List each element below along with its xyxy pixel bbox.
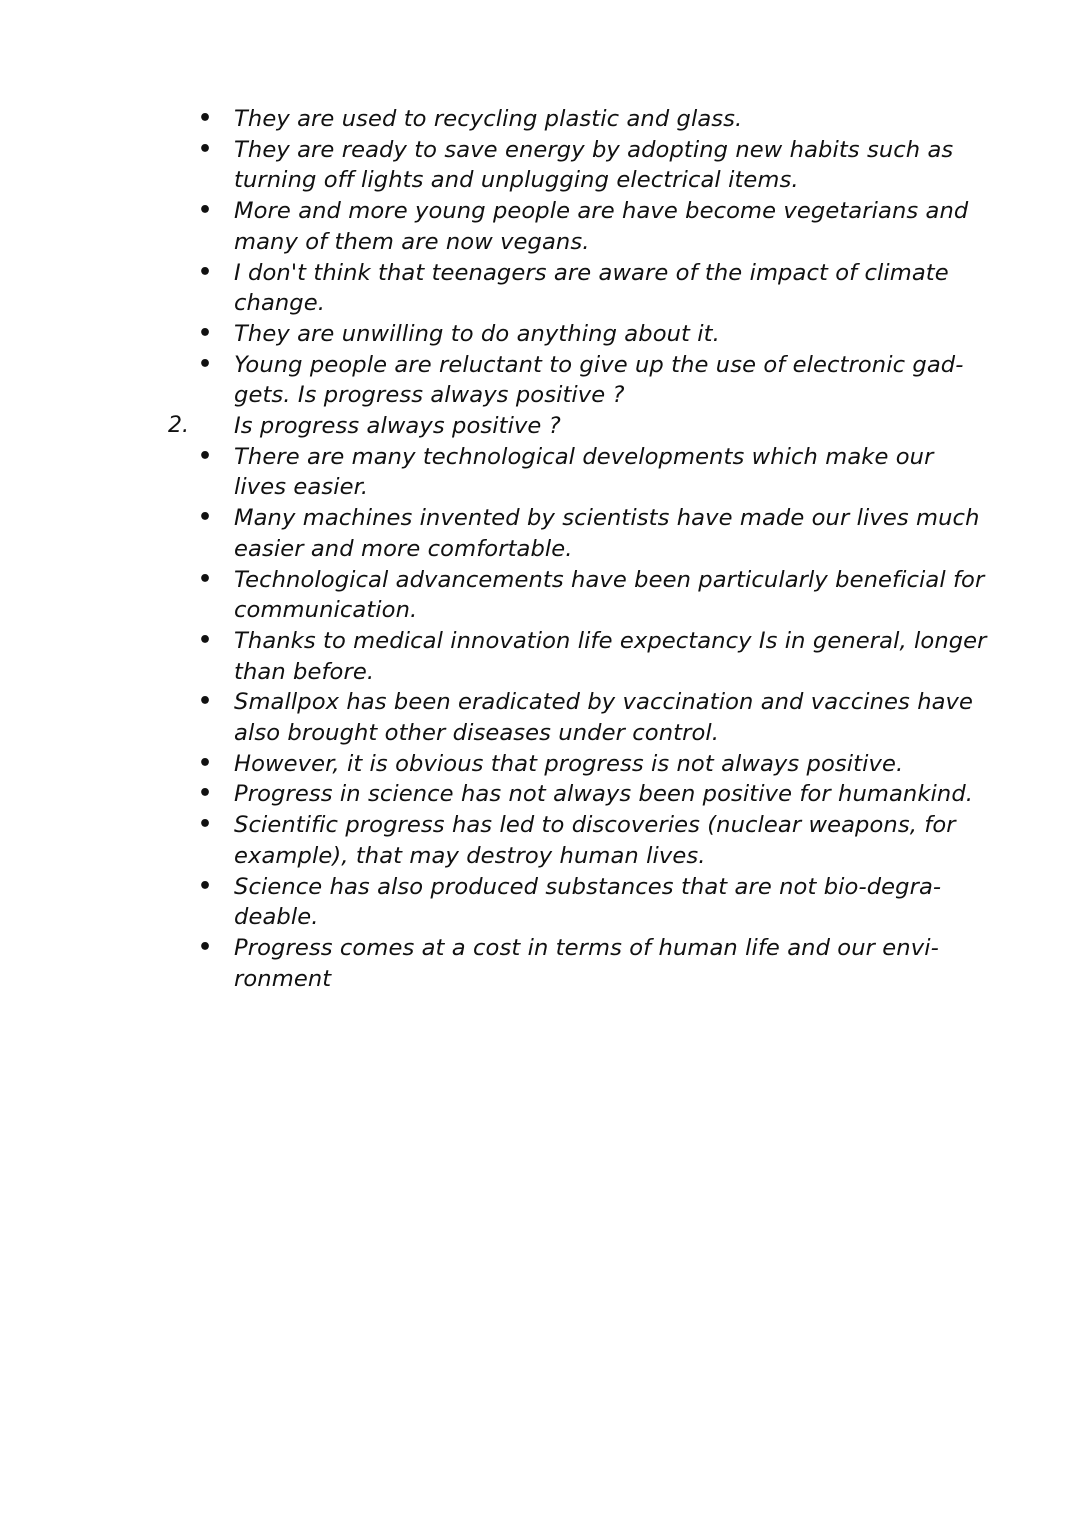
list-item-text: I don't think that teenagers are aware of the impact of climate change.	[234, 259, 949, 317]
list-item	[0, 687, 1080, 748]
list-item-text: They are unwilling to do anything about it.	[234, 320, 720, 347]
bullet-icon: •	[198, 812, 213, 838]
bullet-icon: •	[198, 873, 213, 899]
bullet-icon: •	[198, 106, 213, 131]
bullet-icon: •	[198, 750, 213, 776]
list-item-text: Progress comes at a cost in terms of human life and our envi- ronment	[234, 934, 939, 992]
list-item-text: They are ready to save energy by adopting new habits such as turning off lights and unplugging electrical items.	[234, 136, 954, 194]
list-item	[0, 749, 1080, 780]
bullet-icon: •	[198, 627, 213, 653]
list-item	[0, 872, 1080, 933]
bullet-icon: •	[198, 566, 213, 592]
section-1-list	[0, 104, 1080, 994]
list-item	[0, 779, 1080, 810]
list-item	[0, 135, 1080, 196]
list-item-text: Technological advancements have been particularly beneficial for communication.	[234, 566, 985, 624]
section-heading-text: Is progress always positive ?	[234, 413, 561, 440]
list-item	[0, 442, 1080, 503]
list-item-text: Progress in science has not always been positive for humankind.	[234, 781, 974, 808]
list-item	[0, 319, 1080, 350]
bullet-icon: •	[198, 934, 213, 960]
list-item-text: Thanks to medical innovation life expectancy Is in general, longer than before.	[234, 627, 987, 685]
bullet-icon: •	[198, 505, 213, 531]
bullet-icon: •	[198, 443, 213, 469]
bullet-icon: •	[198, 320, 213, 346]
list-item-text: They are used to recycling plastic and glass.	[234, 106, 743, 132]
list-item	[0, 350, 1080, 411]
bullet-icon: •	[198, 781, 213, 807]
bullet-icon: •	[198, 136, 213, 162]
list-item	[0, 196, 1080, 257]
list-item	[0, 933, 1080, 994]
section-2-heading	[0, 411, 1080, 442]
bullet-icon: •	[198, 259, 213, 285]
list-item-text: Many machines invented by scientists have made our lives much easier and more comfortable.	[234, 505, 980, 562]
bullet-icon: •	[198, 198, 213, 224]
bullet-icon: •	[198, 689, 213, 715]
list-item-text: Smallpox has been eradicated by vaccination and vaccines have also brought other diseases under control.	[234, 689, 974, 747]
bullet-icon: •	[198, 351, 213, 377]
list-item	[0, 626, 1080, 687]
list-item-text: More and more young people are have become vegetarians and many of them are now vegans.	[234, 198, 969, 255]
list-item	[0, 104, 1080, 135]
list-item-text: Young people are reluctant to give up the use of electronic gad- gets. Is progress always positive ?	[234, 351, 964, 409]
list-item	[0, 565, 1080, 626]
list-item-text: However, it is obvious that progress is not always positive.	[234, 750, 904, 777]
list-item	[0, 503, 1080, 564]
list-item	[0, 810, 1080, 871]
list-item	[0, 258, 1080, 319]
list-item-text: There are many technological developments which make our lives easier.	[234, 443, 934, 501]
list-item-text: Scientific progress has led to discoveries (nuclear weapons, for example), that may destroy human lives.	[234, 812, 956, 869]
list-item-text: Science has also produced substances that are not bio-degra- deable.	[234, 873, 942, 931]
section-number: 2.	[168, 413, 189, 439]
